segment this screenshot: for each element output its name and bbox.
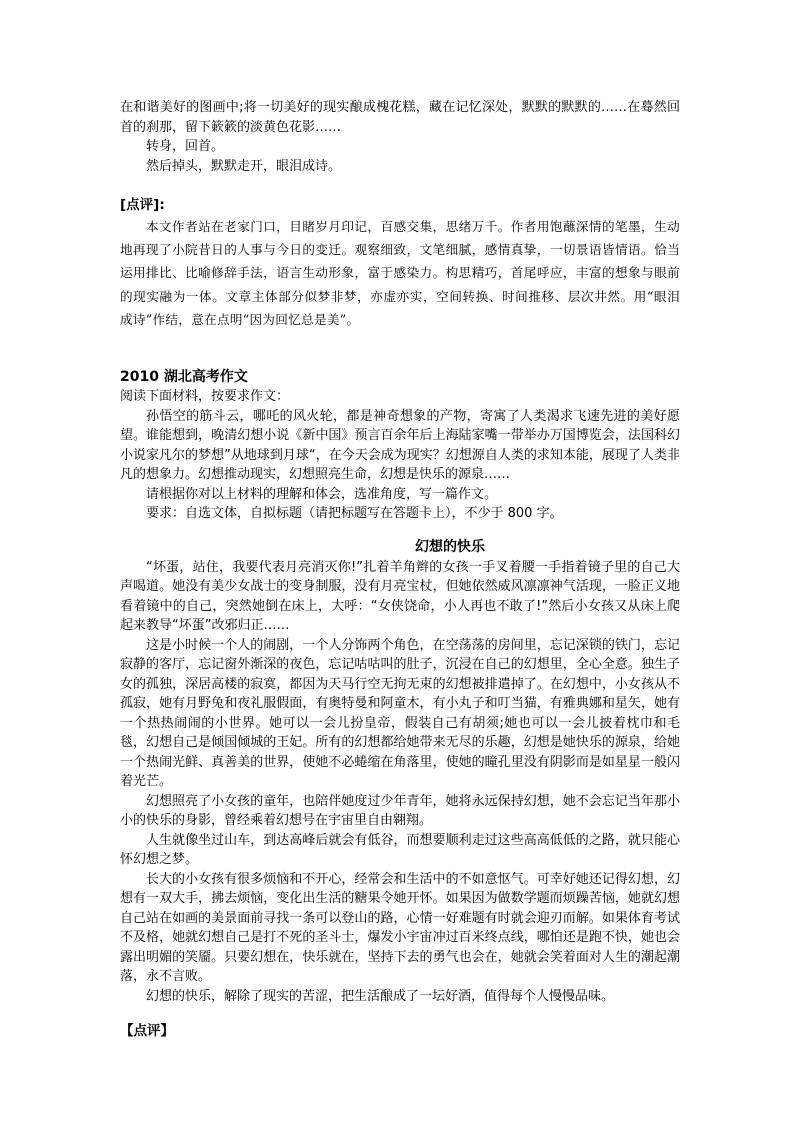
essay-paragraph: 这是小时候一个人的闹剧，一个人分饰两个角色，在空荡荡的房间里，忘记深锁的铁门，忘记寂静的客厅，忘记窗外渐深的夜色，忘记咕咕叫的肚子，沉浸在自己的幻想里，全心全意。独生子女的孤独，深居高楼的寂寞，都因为天马行空无拘无束的幻想被排遣掉了。在幻想中，小女孩从不孤寂，她有月野兔和夜礼服假面，有奥特曼和阿童木，有小丸子和叮当猫，有雅典娜和星矢，她有一个热热闹闹的小世界。她可以一会儿扮皇帝，假装自己有胡须;她也可以一会儿披着枕巾和毛毯，幻想自己是倾国倾城的王妃。所有的幻想都给她带来无尽的乐趣，幻想是她快乐的源泉，给她一个热闹光鲜、真善美的世界，使她不必蜷缩在角落里，使她的瞳孔里没有阴影而是如星星一般闪着光芒。: [120, 637, 680, 790]
exam-material: 孙悟空的筋斗云，哪吒的风火轮，都是神奇想象的产物，寄寓了人类渴求飞速先进的美好愿望。谁能想到，晚清幻想小说《新中国》预言百余年后上海陆家嘴一带举办万国博览会，法国科幻小说家凡尔的梦想”从地球到月球“，在今天会成为现实？幻想源自人类的求知本能，展现了人类非凡的想象力。幻想推动现实，幻想照亮生命，幻想是快乐的源泉……: [120, 408, 680, 483]
essay-paragraph: “坏蛋，站住，我要代表月亮消灭你!”扎着羊角辫的女孩一手叉着腰一手指着镜子里的自己大声喝道。她没有美少女战士的变身制服，没有月亮宝杖，但她依然威风凛凛神气活现，一脸正义地看着镜中的自己，突然她倒在床上，大呼：“女侠饶命，小人再也不敢了!”然后小女孩又从床上爬起来教导“坏蛋”改邪归正……: [120, 559, 680, 634]
spacer: [120, 1006, 680, 1022]
document-page: [120, 98, 680, 1041]
comment-label: 【点评】: [120, 1023, 174, 1040]
comment-label: [点评]:: [120, 197, 165, 213]
comment-text: 本文作者站在老家门口，目睹岁月印记，百感交集，思绪万千。作者用饱蘸深情的笔墨，生动地再现了小院昔日的人事与今日的变迁。观察细致，文笔细腻，感情真挚，一切景语皆情语。恰当运用排比、比喻修辞手法，语言生动形象，富于感染力。构思精巧，首尾呼应，丰富的想象与眼前的现实融为一体。文章主体部分似梦非梦，亦虚亦实，空间转换、时间推移、层次井然。用“眼泪成诗”作结，意在点明“因为回忆总是美”。: [120, 219, 680, 327]
spacer: [120, 176, 680, 196]
exam-intro: 阅读下面材料，按要求作文：: [120, 389, 290, 405]
essay-title: 幻想的快乐: [415, 538, 485, 555]
essay-paragraph: 幻想照亮了小女孩的童年，也陪伴她度过少年青年，她将永远保持幻想，她不会忘记当年那小小的快乐的身影，曾经乘着幻想号在宇宙里自由翱翔。: [120, 793, 680, 829]
essay-paragraph: 人生就像坐过山车，到达高峰后就会有低谷，而想要顺利走过这些高高低低的之路，就只能心怀幻想之梦。: [120, 832, 680, 868]
exam-instruction: 请根据你对以上材料的理解和体会，选准角度，写一篇作文。: [146, 486, 498, 502]
essay-fragment-line: 转身，回首。: [146, 139, 225, 154]
exam-heading: 2010 湖北高考作文: [120, 369, 248, 386]
spacer: [120, 331, 680, 367]
essay-paragraph: 幻想的快乐，解除了现实的苦涩，把生活酿成了一坛好酒，值得每个人慢慢品味。: [146, 988, 615, 1004]
spacer: [120, 524, 680, 536]
essay-fragment-line: 然后掉头，默默走开，眼泪成诗。: [146, 158, 342, 174]
essay-paragraph: 长大的小女孩有很多烦恼和不开心，经常会和生活中的不如意怄气。可幸好她还记得幻想，幻想有一双大手，拂去烦恼，变化出生活的糖果令她开怀。如果因为做数学题而烦躁苦恼，她就幻想自己站在如画的美景面前寻找一条可以登山的路，心情一好难题有时就会迎刃而解。如果体育考试不及格，她就幻想自己是打不死的圣斗士，爆发小宇宙冲过百米终点线，哪怕还是跑不快，她也会露出明媚的笑靥。只要幻想在，快乐就在，坚持下去的勇气也会在，她就会笑着面对人生的潮起潮落，永不言败。: [120, 871, 680, 985]
exam-requirement: 要求：自选文体，自拟标题（请把标题写在答题卡上），不少于 800 字。: [146, 506, 563, 522]
essay-fragment-paragraph: 在和谐美好的图画中;将一切美好的现实酿成槐花糕，藏在记忆深处，默默的默默的……在蓦然回首的刹那，留下簌簌的淡黄色花影……: [120, 100, 680, 135]
